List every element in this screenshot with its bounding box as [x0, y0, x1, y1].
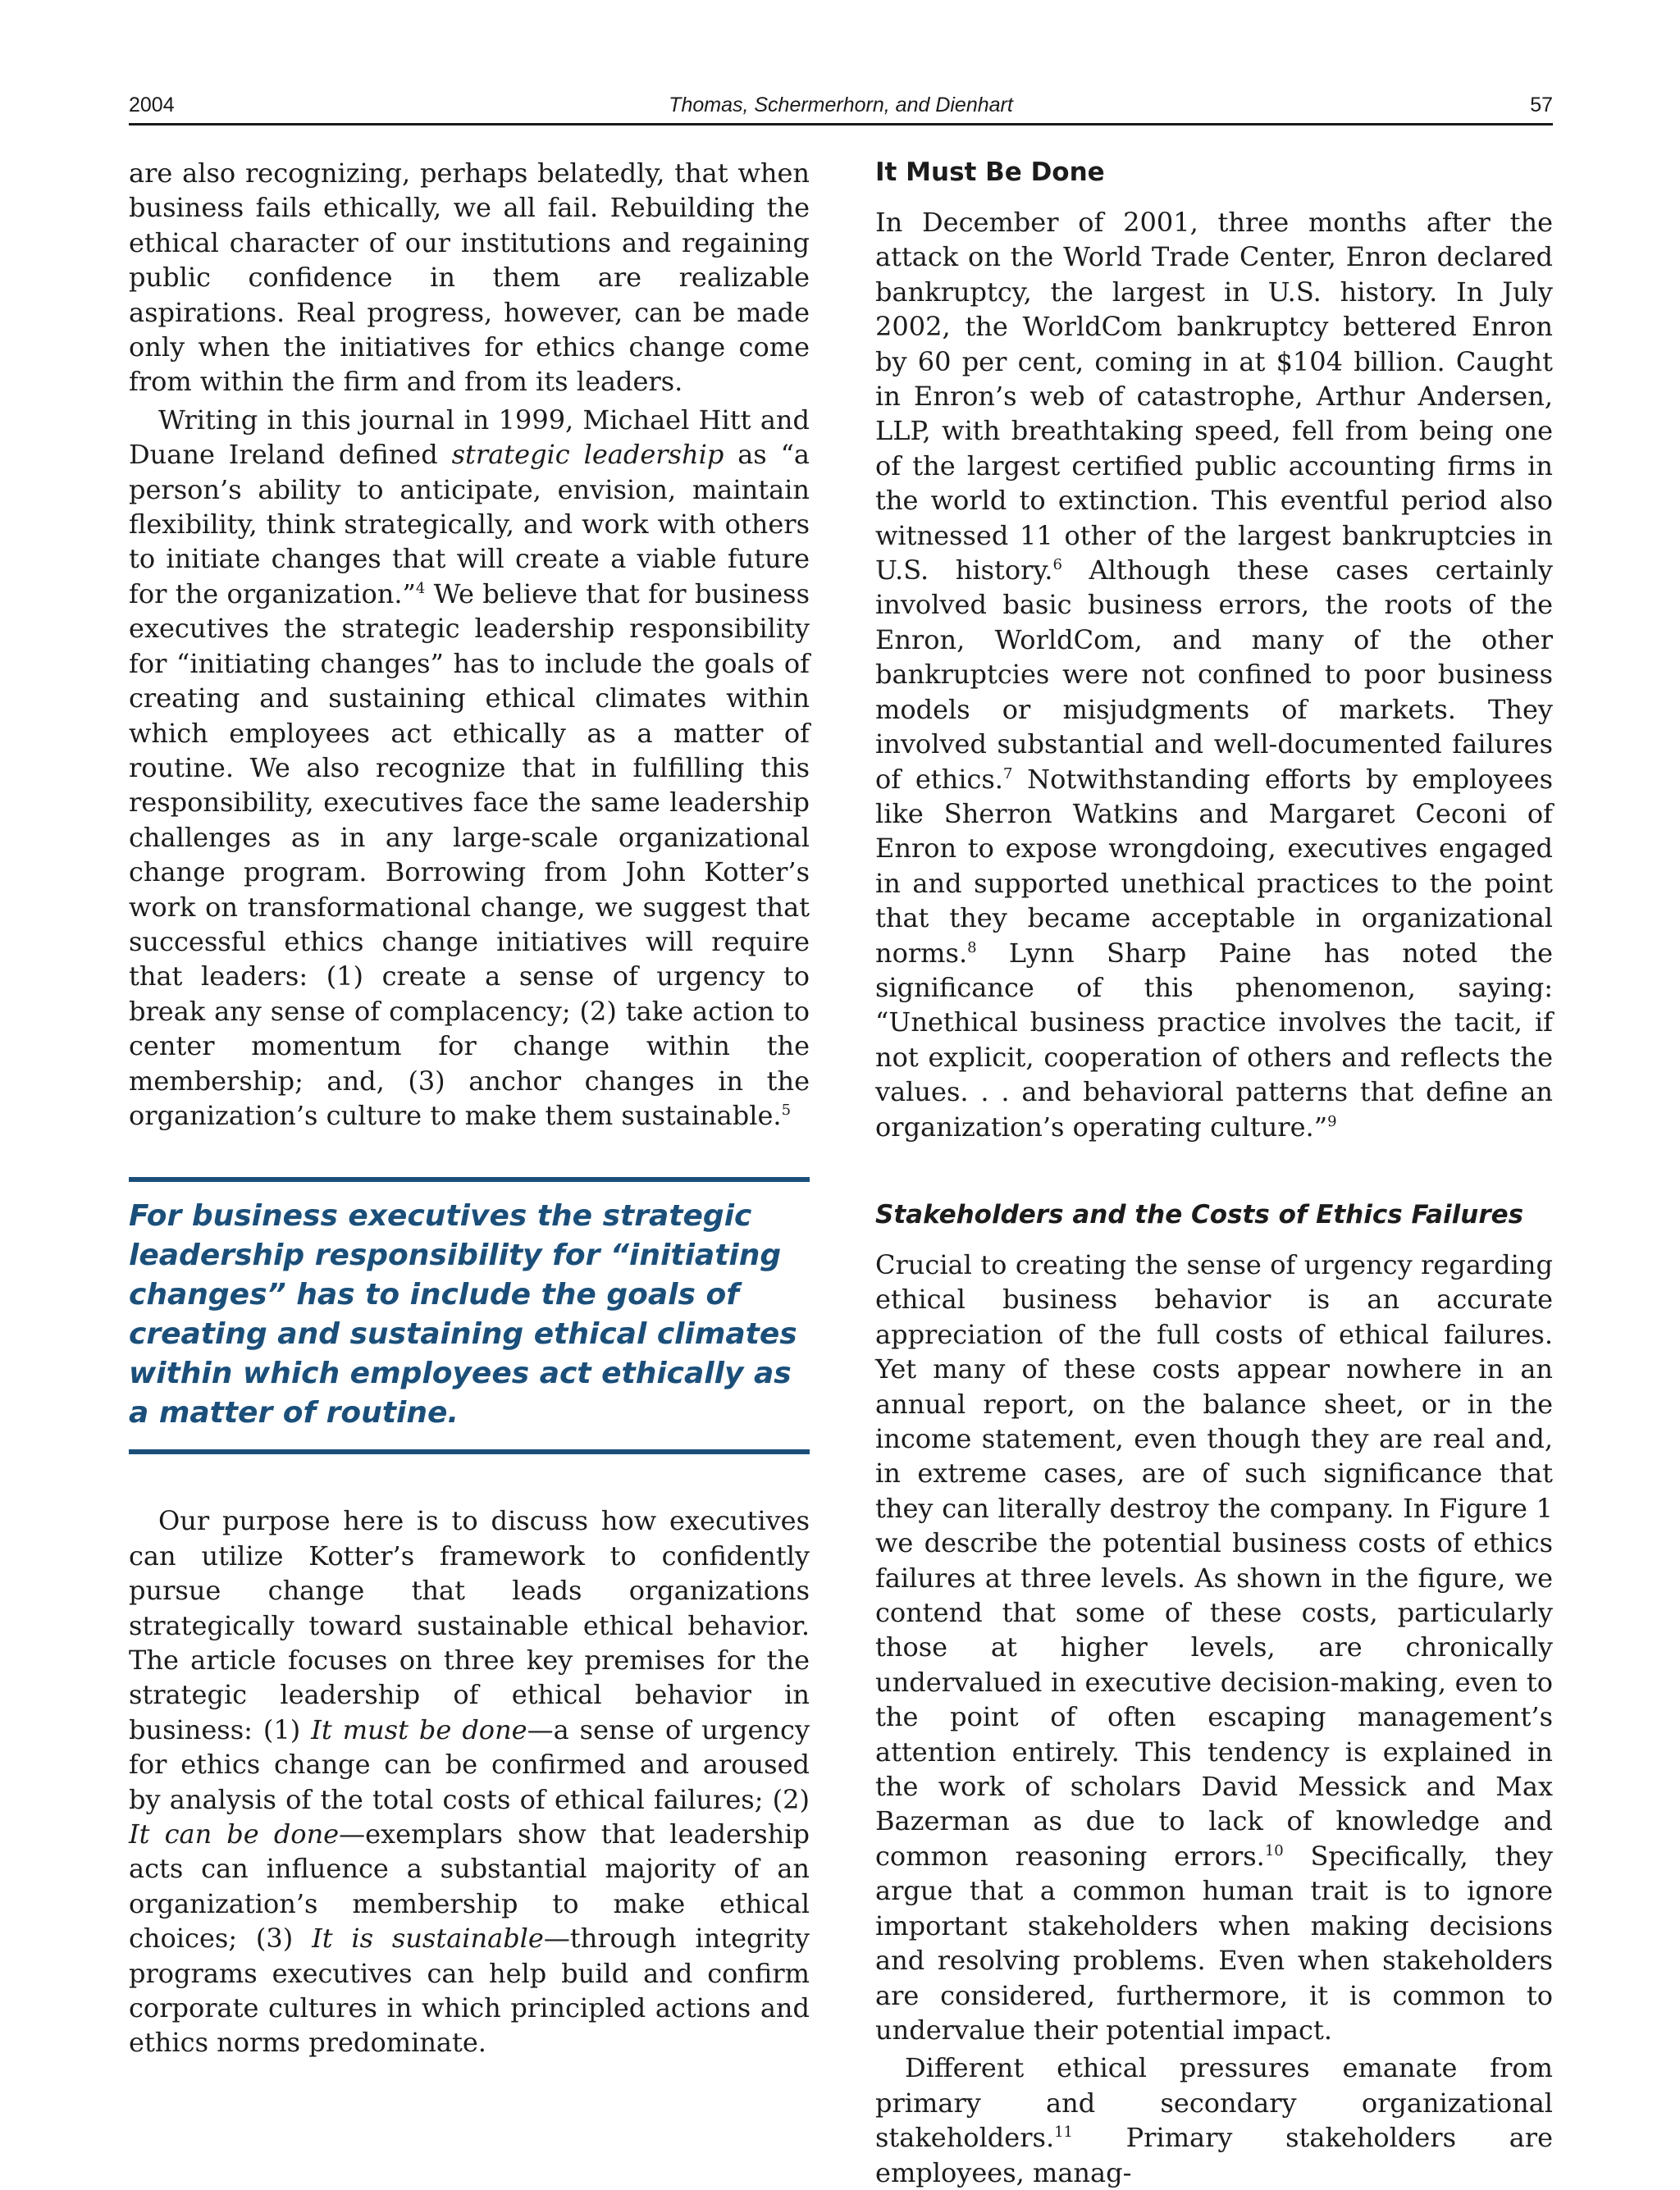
- paragraph: Writing in this journal in 1999, Michael Hitt and Duane Ireland defined strategic leadership as “a person’s ability to anticipate, envision, maintain flexibility, think strategically, and work with others to initiate changes that will create a viable future for the organization.”$^4$ We believe that for business executives the strategic leadership responsibility for “initiating changes” has to include the goals of creating and sustaining ethical climates within which employees act ethically as a matter of routine. We also recognize that in fulfilling this responsibility, executives face the same leadership challenges as in any large-scale organizational change program. Borrowing from John Kotter’s work on transformational change, we suggest that successful ethics change initiatives will require that leaders: (1) create a sense of urgency to break any sense of complacency; (2) take action to center momentum for change within the membership; and, (3) anchor changes in the organization’s culture to make them sustainable.$^5$: [129, 404, 810, 1131]
- section-heading: It Must Be Done: [875, 157, 1105, 187]
- footnote-ref: 10: [1264, 1841, 1284, 1859]
- right-column: [875, 156, 1553, 2190]
- paragraph: Our purpose here is to discuss how executives can utilize Kotter’s framework to confidently pursue change that leads organizations strategically toward sustainable ethical behavior. The article focuses on three key premises for the strategic leadership of ethical behavior in business: (1) It must be done—a sense of urgency for ethics change can be confirmed and aroused by analysis of the total costs of ethical failures; (2) It can be done—exemplars show that leadership acts can influence a substantial majority of an organization’s membership to make ethical choices; (3) It is sustainable—through integrity programs executives can help build and confirm corporate cultures in which principled actions and ethics norms predominate.: [129, 1505, 810, 2059]
- left-column: [129, 156, 810, 2060]
- footnote-ref: 11: [1054, 2124, 1074, 2142]
- paragraph: Different ethical pressures emanate from primary and secondary organizational stakeholders.$^{11}$ Primary stakeholders are employees, manag-: [875, 2052, 1553, 2188]
- pull-quote: [129, 1177, 810, 1454]
- footnote-ref: 7: [1002, 764, 1013, 782]
- paragraph: Crucial to creating the sense of urgency regarding ethical business behavior is an accurate appreciation of the full costs of ethical failures. Yet many of these costs appear nowhere in an annual report, on the balance sheet, or in the income statement, even though they are real and, in extreme cases, are of such significance that they can literally destroy the company. In Figure 1 we describe the potential business costs of ethics failures at three levels. As shown in the figure, we contend that some of these costs, particularly those at higher levels, are chronically undervalued in executive decision-making, even to the point of often escaping management’s attention entirely. This tendency is explained in the work of scholars David Messick and Max Bazerman as due to lack of knowledge and common reasoning errors.$^{10}$ Specifically, they argue that a common human trait is to ignore important stakeholders when making decisions and resolving problems. Even when stakeholders are considered, furthermore, it is common to undervalue their potential impact.: [875, 1248, 1554, 2046]
- paragraph: In December of 2001, three months after the attack on the World Trade Center, Enron declared bankruptcy, the largest in U.S. history. In July 2002, the WorldCom bankruptcy bettered Enron by 60 per cent, coming in at $104 billion. Caught in Enron’s web of catastrophe, Arthur Andersen, LLP, with breathtaking speed, fell from being one of the largest certified public accounting firms in the world to extinction. This eventful period also witnessed 11 other of the largest bankruptcies in U.S. history.$^6$ Although these cases certainly involved basic business errors, the roots of the Enron, WorldCom, and many of the other bankruptcies were not confined to poor business models or misjudgments of markets. They involved substantial and well-documented failures of ethics.$^7$ Notwithstanding efforts by employees like Sherron Watkins and Margaret Ceconi of Enron to expose wrongdoing, executives engaged in and supported unethical practices to the point that they became acceptable in organizational norms.$^8$ Lynn Sharp Paine has noted the significance of this phenomenon, saying: “Unethical business practice involves the tacit, if not explicit, cooperation of others and reflects the values. . . and behavioral patterns that define an organization’s operating culture.”$^9$: [875, 207, 1554, 1143]
- paragraph: are also recognizing, perhaps belatedly, that when business fails ethically, we all fail. Rebuilding the ethical character of our institutions and regaining public confidence in them are realizable aspirations. Real progress, however, can be made only when the initiatives for ethics change come from within the firm and from its leaders.: [129, 157, 810, 398]
- footnote-ref: 4: [415, 579, 426, 597]
- pull-quote-text: For business executives the strategic leadership responsibility for “initiating changes” has to include the goals of creating and sustaining ethical climates within which employees act ethically as a matter of routine.: [129, 1199, 797, 1430]
- running-head-authors: Thomas, Schermerhorn, and Dienhart: [669, 94, 1013, 116]
- footnote-ref: 6: [1052, 556, 1062, 574]
- footnote-ref: 5: [781, 1101, 792, 1119]
- running-head-year: 2004: [129, 94, 175, 116]
- subsection-heading: Stakeholders and the Costs of Ethics Failures: [875, 1199, 1524, 1230]
- footnote-ref: 8: [967, 938, 977, 956]
- page-number: 57: [1530, 94, 1553, 116]
- footnote-ref: 9: [1327, 1112, 1337, 1130]
- running-head: [129, 94, 1553, 125]
